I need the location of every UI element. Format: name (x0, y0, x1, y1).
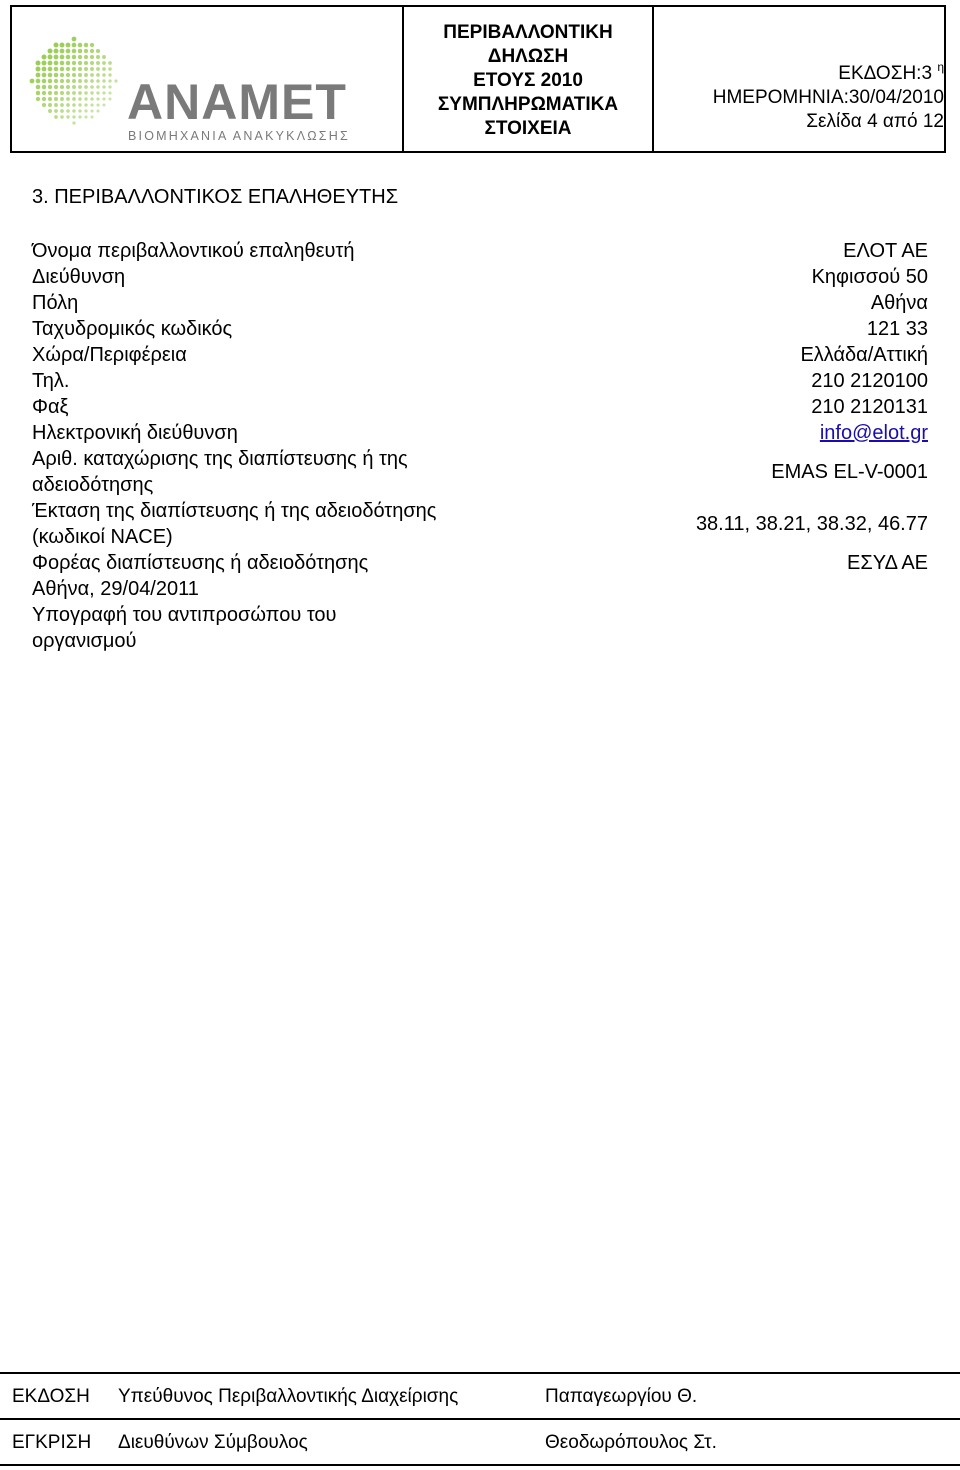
logo-dot (78, 97, 82, 101)
detail-value: ΕΣΥΔ ΑΕ (847, 552, 928, 574)
logo-dot (42, 73, 47, 78)
logo-tagline: ΒΙΟΜΗΧΑΝΙΑ ΑΝΑΚΥΚΛΩΣΗΣ (128, 129, 350, 143)
logo-dot (60, 43, 65, 48)
logo-dot (90, 79, 94, 83)
logo-dot (42, 79, 47, 84)
header-title-line: ΣΥΜΠΛΗΡΩΜΑΤΙΚΑ (437, 94, 619, 115)
logo-dot (72, 43, 77, 48)
logo-dot (102, 79, 105, 82)
logo-dot (36, 79, 41, 84)
logo-dot (78, 109, 81, 112)
detail-label: Ταχυδρομικός κωδικός (32, 318, 233, 340)
logo-dot (48, 91, 52, 95)
detail-row (32, 290, 928, 316)
logo-dot (41, 54, 46, 59)
logo-dot (84, 103, 87, 106)
logo-dot (114, 79, 117, 82)
logo-dot (54, 67, 59, 72)
header-title-line: ΠΕΡΙΒΑΛΛΟΝΤΙΚΗ (443, 22, 613, 43)
logo-dot (102, 91, 105, 94)
logo-dot (60, 79, 64, 83)
logo-dot (84, 97, 87, 100)
logo-dot (96, 49, 100, 53)
detail-value: Ελλάδα/Αττική (800, 344, 928, 366)
detail-label: Ηλεκτρονική διεύθυνση (32, 422, 238, 444)
detail-value: 210 2120131 (811, 396, 928, 418)
issue-date: ΗΜΕΡΟΜΗΝΙΑ:30/04/2010 (712, 87, 944, 108)
logo-dot (54, 79, 58, 83)
edition (654, 55, 944, 86)
logo-dot (72, 103, 76, 107)
logo-dot (90, 85, 94, 89)
logo-dot (84, 67, 88, 71)
logo-dot (108, 85, 111, 88)
detail-row (32, 420, 928, 446)
logo-dot (48, 61, 53, 66)
logo-dot (36, 73, 41, 78)
logo-dot (60, 115, 64, 119)
logo-dot (60, 91, 64, 95)
logo-dot (48, 97, 52, 101)
logo-dot (96, 85, 99, 88)
logo-dot (60, 55, 65, 60)
logo-dot (90, 91, 93, 94)
detail-value: Αθήνα (870, 292, 928, 314)
footer-position: Υπεύθυνος Περιβαλλοντικής Διαχείρισης (118, 1386, 459, 1407)
logo-dot (42, 67, 47, 72)
logo-dot (60, 97, 64, 101)
logo-dot (35, 60, 40, 65)
logo-dot (42, 103, 46, 107)
section-title: 3. ΠΕΡΙΒΑΛΛΟΝΤΙΚΟΣ ΕΠΑΛΗΘΕΥΤΗΣ (32, 186, 399, 208)
detail-row (32, 342, 928, 368)
detail-label: Χώρα/Περιφέρεια (32, 344, 187, 366)
logo-dot (72, 97, 76, 101)
footer-row (0, 1374, 960, 1418)
anamet-logo (12, 7, 402, 151)
header-title-line: ΣΤΟΙΧΕΙΑ (484, 118, 572, 139)
logo-dot (96, 61, 100, 65)
logo-dot (66, 67, 70, 71)
logo-dot (96, 73, 100, 77)
page-number: Σελίδα 4 από 12 (806, 111, 944, 132)
logo-dot (84, 85, 88, 89)
logo-dot (90, 43, 94, 47)
logo-dot (48, 55, 53, 60)
logo-dot (72, 79, 76, 83)
logo-dot (78, 49, 82, 53)
logo-dot (90, 109, 93, 112)
detail-label: Όνομα περιβαλλοντικού επαληθευτή (32, 240, 355, 262)
logo-dot (66, 103, 70, 107)
logo-dot (60, 49, 65, 54)
logo-dot (108, 73, 111, 76)
logo-dot (78, 103, 81, 106)
logo-dot (30, 79, 35, 84)
logo-dot (60, 109, 64, 113)
logo-dot (97, 110, 100, 113)
logo-dot (54, 85, 58, 89)
logo-dot (48, 67, 53, 72)
detail-value: EMAS EL-V-0001 (771, 461, 928, 483)
logo-brand: ANAMET (127, 74, 347, 130)
logo-dot (90, 55, 94, 59)
logo-dot (96, 55, 100, 59)
logo-dot (42, 91, 46, 95)
logo-dot (108, 67, 112, 71)
detail-row (32, 550, 928, 576)
logo-dot (66, 79, 70, 83)
logo-dot (90, 67, 94, 71)
logo-dot (47, 48, 52, 53)
logo-dot (36, 67, 41, 72)
footer-row (0, 1420, 960, 1464)
detail-row (32, 316, 928, 342)
detail-label: Φαξ (32, 396, 69, 418)
logo-dot (36, 97, 40, 101)
logo-dot (42, 61, 47, 66)
detail-label: Φορέας διαπίστευσης ή αδειοδότησης (32, 552, 369, 574)
logo-dot (84, 61, 88, 65)
logo-dot (66, 49, 71, 54)
logo-dot (102, 61, 106, 65)
detail-row (32, 446, 928, 498)
footer-role: ΕΓΚΡΙΣΗ (12, 1432, 92, 1453)
edition-text: ΕΚΔΟΣΗ:3 (838, 63, 933, 84)
logo-dot (66, 91, 70, 95)
logo-dot (66, 97, 70, 101)
logo-dot (96, 103, 99, 106)
logo-dot (103, 104, 106, 107)
detail-row (32, 264, 928, 290)
detail-label: Έκταση της διαπίστευσης ή της αδειοδότησης (κωδικοί NACE) (32, 500, 437, 548)
footer-position: Διευθύνων Σύμβουλος (118, 1432, 308, 1453)
detail-value: 210 2120100 (811, 370, 928, 392)
logo-dot (90, 103, 93, 106)
logo-dot (72, 37, 77, 42)
logo-dot (72, 109, 75, 112)
approval-footer (0, 1372, 960, 1466)
document-header (10, 5, 946, 153)
detail-value: Κηφισσού 50 (811, 266, 928, 288)
logo-dot (91, 116, 94, 119)
logo-dot (102, 97, 105, 100)
logo-dot (84, 79, 88, 83)
logo-dot (42, 85, 46, 89)
detail-label: Διεύθυνση (32, 266, 126, 288)
logo-dot (84, 55, 88, 59)
logo-dot (90, 73, 94, 77)
logo-dot (54, 55, 59, 60)
logo-dot (42, 97, 46, 101)
logo-dot (66, 109, 70, 113)
logo-dot (102, 73, 106, 77)
logo-dot (60, 103, 64, 107)
logo-dot (66, 85, 70, 89)
footer-rule (0, 1464, 960, 1466)
logo-dot (66, 55, 71, 60)
logo-dot (78, 115, 81, 118)
logo-dot (78, 73, 82, 77)
dotted-sphere-icon (30, 37, 118, 125)
logo-dot (48, 73, 53, 78)
logo-dot (72, 73, 76, 77)
detail-label: Αριθ. καταχώρισης της διαπίστευσης ή της αδειοδότησης (32, 448, 408, 496)
logo-dot (72, 61, 76, 65)
logo-dot (78, 61, 82, 65)
logo-dot (84, 109, 87, 112)
logo-dot (84, 49, 88, 53)
header-title (404, 21, 652, 141)
logo-dot (54, 61, 59, 66)
logo-dot (78, 43, 83, 48)
logo-dot (90, 97, 93, 100)
logo-dot (54, 97, 58, 101)
logo-dot (84, 91, 88, 95)
logo-dot (66, 43, 71, 48)
logo-dot (109, 98, 112, 101)
logo-dot (78, 79, 82, 83)
footer-person: Θεοδωρόπουλος Στ. (545, 1432, 717, 1453)
header-title-line: ΕΤΟΥΣ 2010 (473, 70, 583, 91)
logo-dot (60, 73, 64, 77)
logo-dot (96, 97, 99, 100)
logo-dot (108, 79, 111, 82)
logo-dot (84, 73, 88, 77)
logo-dot (48, 79, 52, 83)
header-meta (654, 55, 944, 134)
logo-dot (96, 79, 100, 83)
logo-dot (53, 42, 58, 47)
logo-dot (72, 67, 76, 71)
footer-person: Παπαγεωργίου Θ. (545, 1386, 698, 1407)
logo-dot (48, 103, 52, 107)
logo-dot (54, 73, 58, 77)
logo-dot (54, 103, 58, 107)
logo-dot (108, 91, 111, 94)
detail-value: 121 33 (866, 318, 928, 340)
logo-dot (72, 85, 76, 89)
detail-value: ΕΛΟΤ ΑΕ (843, 240, 928, 262)
logo-dot (66, 73, 70, 77)
detail-row (32, 498, 928, 550)
signature-label: Υπογραφή του αντιπροσώπου του οργανισμού (32, 604, 337, 652)
logo-dot (96, 91, 99, 94)
detail-value: 38.11, 38.21, 38.32, 46.77 (695, 513, 928, 535)
logo-dot (108, 61, 112, 65)
logo-dot (78, 55, 82, 59)
logo-dot (72, 121, 75, 124)
detail-label: Πόλη (32, 292, 79, 314)
logo-dot (90, 49, 94, 53)
email-link[interactable]: info@elot.gr (819, 422, 928, 444)
logo-dot (102, 55, 106, 59)
logo-dot (78, 67, 82, 71)
logo-dot (54, 115, 58, 119)
logo-dot (78, 91, 82, 95)
logo-dot (72, 55, 76, 59)
logo-dot (102, 85, 105, 88)
logo-dot (102, 67, 106, 71)
logo-dot (60, 67, 64, 71)
logo-dot (84, 43, 88, 47)
logo-dot (48, 85, 52, 89)
logo-dot (60, 85, 64, 89)
logo-dot (90, 61, 94, 65)
footer-role: ΕΚΔΟΣΗ (12, 1386, 90, 1407)
logo-dot (36, 85, 41, 90)
logo-dot (54, 109, 58, 113)
edition-sup: η (937, 60, 944, 74)
detail-label: Τηλ. (32, 370, 70, 392)
logo-dot (60, 61, 65, 66)
logo-dot (78, 85, 82, 89)
verifier-details (32, 238, 928, 654)
logo-dot (54, 91, 58, 95)
logo-dot (84, 115, 87, 118)
logo-dot (72, 49, 77, 54)
logo-dot (54, 49, 59, 54)
logo-dot (48, 109, 52, 113)
logo-dot (72, 115, 75, 118)
header-title-line: ΔΗΛΩΣΗ (487, 46, 569, 67)
logo-dot (96, 67, 100, 71)
place-date: Αθήνα, 29/04/2011 (32, 578, 199, 600)
logo-dot (72, 91, 76, 95)
logo-dot (66, 115, 69, 118)
detail-row (32, 394, 928, 420)
detail-row (32, 368, 928, 394)
logo-dot (66, 61, 70, 65)
detail-row (32, 238, 928, 264)
logo-dot (36, 91, 40, 95)
